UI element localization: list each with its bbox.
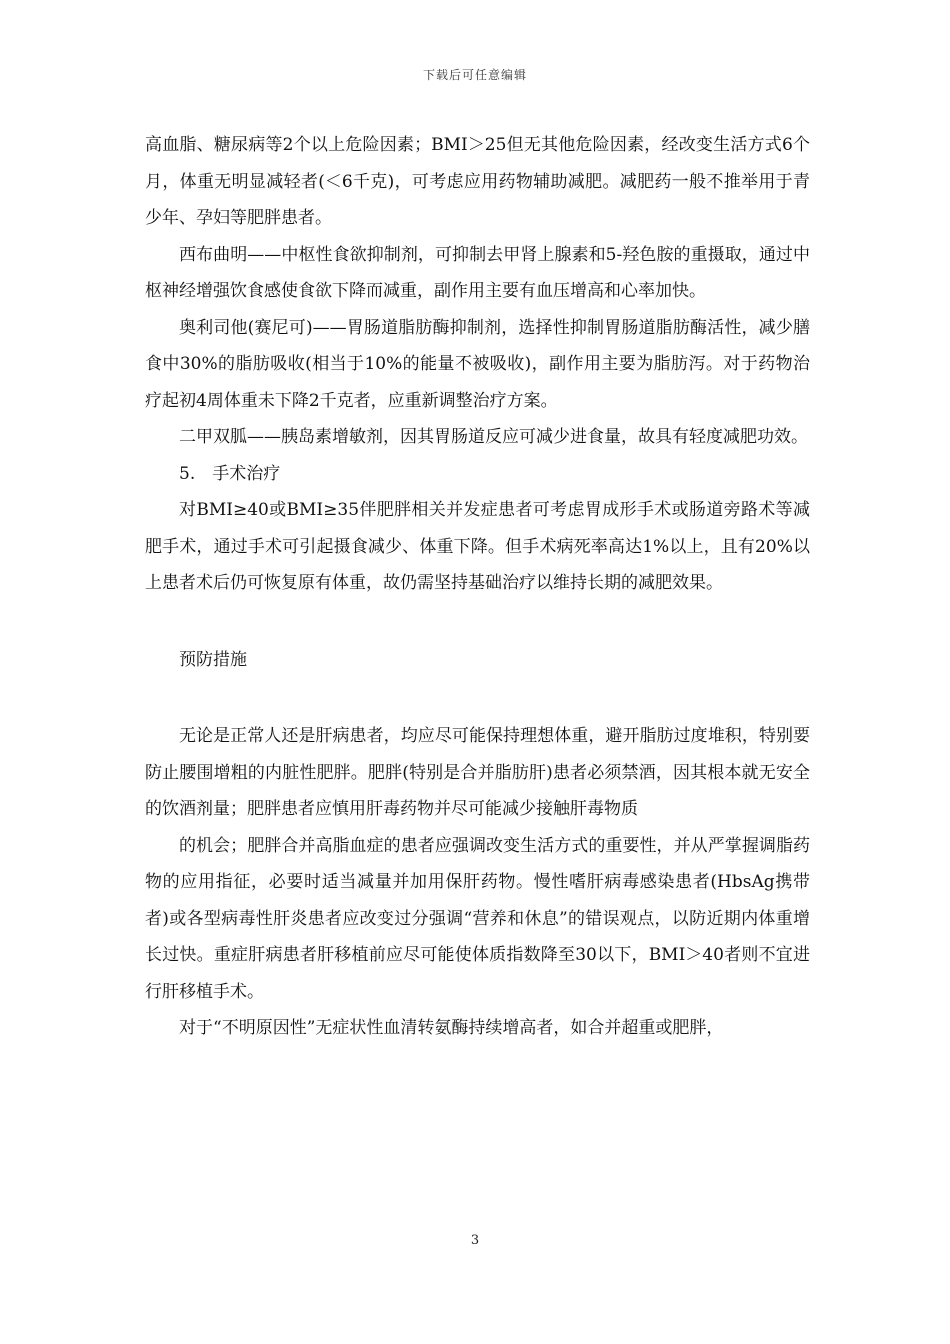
document-body [145,127,810,1047]
paragraph-orlistat: 奥利司他(赛尼可)——胃肠道脂肪酶抑制剂，选择性抑制胃肠道脂肪酶活性，减少膳食中30%的脂肪吸收(相当于10%的能量不被吸收)，副作用主要为脂肪泻。对于药物治疗起初4周体重未下降2千克者，应重新调整治疗方案。 [145,317,810,411]
paragraph-surgery: 对BMI≥40或BMI≥35伴肥胖相关并发症患者可考虑胃成形手术或肠道旁路术等减肥手术，通过手术可引起摄食减少、体重下降。但手术病死率高达1%以上，且有20%以上患者术后仍可恢复原有体重，故仍需坚持基础治疗以维持长期的减肥效果。 [145,500,810,593]
page-header: 下载后可任意编辑 [422,68,527,82]
paragraph-prevention-2: 的机会；肥胖合并高脂血症的患者应强调改变生活方式的重要性，并从严掌握调脂药物的应用指征，必要时适当减量并加用保肝药物。慢性嗜肝病毒感染患者(HbsAg携带者)或各型病毒性肝炎患者应改变过分强调“营养和休息”的错误观点，以防近期内体重增长过快。重症肝病患者肝移植前应尽可能使体质指数降至30以下，BMI＞40者则不宜进行肝移植手术。 [145,835,810,1002]
paragraph-metformin: 二甲双胍——胰岛素增敏剂，因其胃肠道反应可减少进食量，故具有轻度减肥功效。 [179,427,808,447]
paragraph-prevention-1: 无论是正常人还是肝病患者，均应尽可能保持理想体重，避开脂肪过度堆积，特别要防止腰围增粗的内脏性肥胖。肥胖(特别是合并脂肪肝)患者必须禁酒，因其根本就无安全的饮酒剂量；肥胖患者应慎用肝毒药物并尽可能减少接触肝毒物质 [145,726,810,819]
paragraph-sibutramine: 西布曲明——中枢性食欲抑制剂，可抑制去甲肾上腺素和5-羟色胺的重摄取，通过中枢神经增强饮食感使食欲下降而减重，副作用主要有血压增高和心率加快。 [145,244,810,301]
page-number: 3 [470,1233,480,1248]
paragraph-risk-factors: 高血脂、糖尿病等2个以上危险因素；BMI＞25但无其他危险因素，经改变生活方式6个月，体重无明显减轻者(＜6千克)，可考虑应用药物辅助减肥。减肥药一般不推举用于青少年、孕妇等肥胖患者。 [145,135,810,228]
heading-surgery: 5. 手术治疗 [179,463,281,484]
section-title-prevention: 预防措施 [179,649,247,670]
paragraph-prevention-3: 对于“不明原因性”无症状性血清转氨酶持续增高者，如合并超重或肥胖， [179,1018,724,1038]
